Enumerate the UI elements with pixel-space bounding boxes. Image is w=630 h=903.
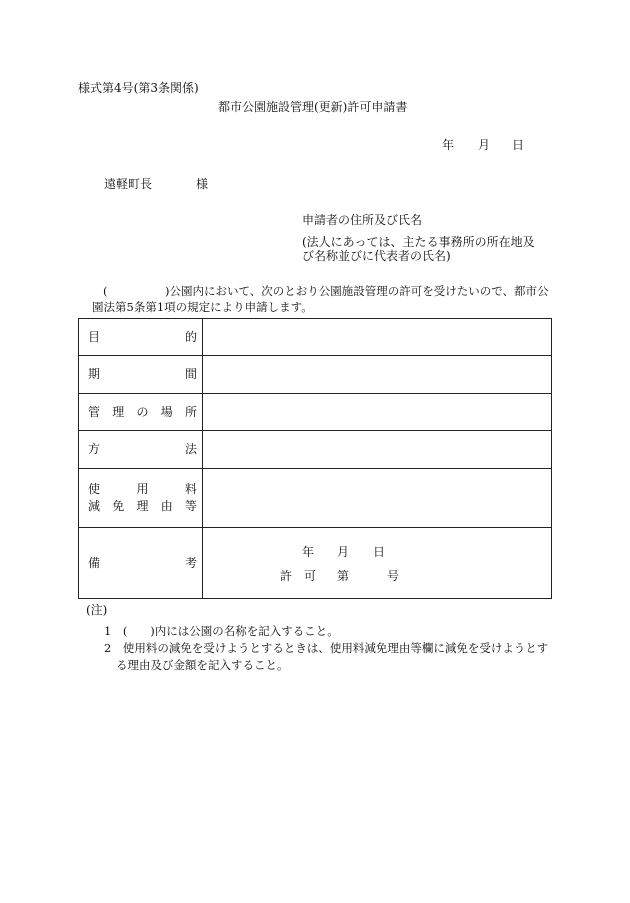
method-field[interactable]	[203, 431, 552, 469]
application-table	[78, 318, 552, 599]
purpose-field[interactable]	[203, 319, 552, 356]
notes-heading: (注)	[86, 603, 108, 617]
location-field[interactable]	[203, 394, 552, 431]
remarks-permit-label: 許	[280, 569, 293, 583]
date-month-label: 月	[478, 138, 491, 152]
addressee-honorific: 様	[196, 177, 209, 191]
note-item-1: 1 ( )内には公園の名称を記入すること。	[104, 624, 339, 638]
applicant-note-line2: び名称並びに代表者の氏名)	[302, 249, 451, 263]
table-row-method	[79, 431, 552, 469]
body-text-line2: 園法第5条第1項の規定により申請します。	[92, 300, 313, 314]
remarks-day-label: 日	[373, 545, 386, 559]
location-label: 管 理 の 場 所	[79, 394, 203, 431]
table-row-period	[79, 356, 552, 394]
remarks-year-label: 年	[302, 545, 315, 559]
note-item-2-line1: 2 使用料の減免を受けようとするときは、使用料減免理由等欄に減免を受けようとす	[104, 641, 549, 655]
method-label: 方 法	[79, 431, 203, 469]
table-row-fee-reduction	[79, 469, 552, 528]
applicant-label: 申請者の住所及び氏名	[302, 213, 423, 227]
period-label: 期 間	[79, 356, 203, 394]
date-year-label: 年	[442, 138, 455, 152]
table-row-remarks	[79, 528, 552, 599]
remarks-number-prefix: 第	[337, 569, 350, 583]
fee-reduction-field[interactable]	[203, 469, 552, 528]
remarks-number-suffix: 号	[387, 569, 400, 583]
remarks-month-label: 月	[337, 545, 350, 559]
document-title: 都市公園施設管理(更新)許可申請書	[218, 100, 408, 114]
body-text-line1: ( )公園内において、次のとおり公園施設管理の許可を受けたいので、都市公	[103, 284, 549, 298]
date-day-label: 日	[512, 138, 525, 152]
form-number: 様式第4号(第3条関係)	[78, 81, 199, 95]
table-row-location	[79, 394, 552, 431]
remarks-field[interactable]	[203, 528, 552, 599]
addressee-name: 遠軽町長	[104, 177, 153, 191]
table-row-purpose	[79, 319, 552, 356]
period-field[interactable]	[203, 356, 552, 394]
note-item-2-line2: る理由及び金額を記入すること。	[116, 658, 289, 672]
fee-reduction-label: 使 用 料 減 免 理 由 等	[79, 469, 203, 528]
applicant-note-line1: (法人にあっては、主たる事務所の所在地及	[302, 235, 535, 249]
remarks-label: 備 考	[79, 528, 203, 599]
remarks-ka-label: 可	[304, 569, 317, 583]
purpose-label: 目 的	[79, 319, 203, 356]
